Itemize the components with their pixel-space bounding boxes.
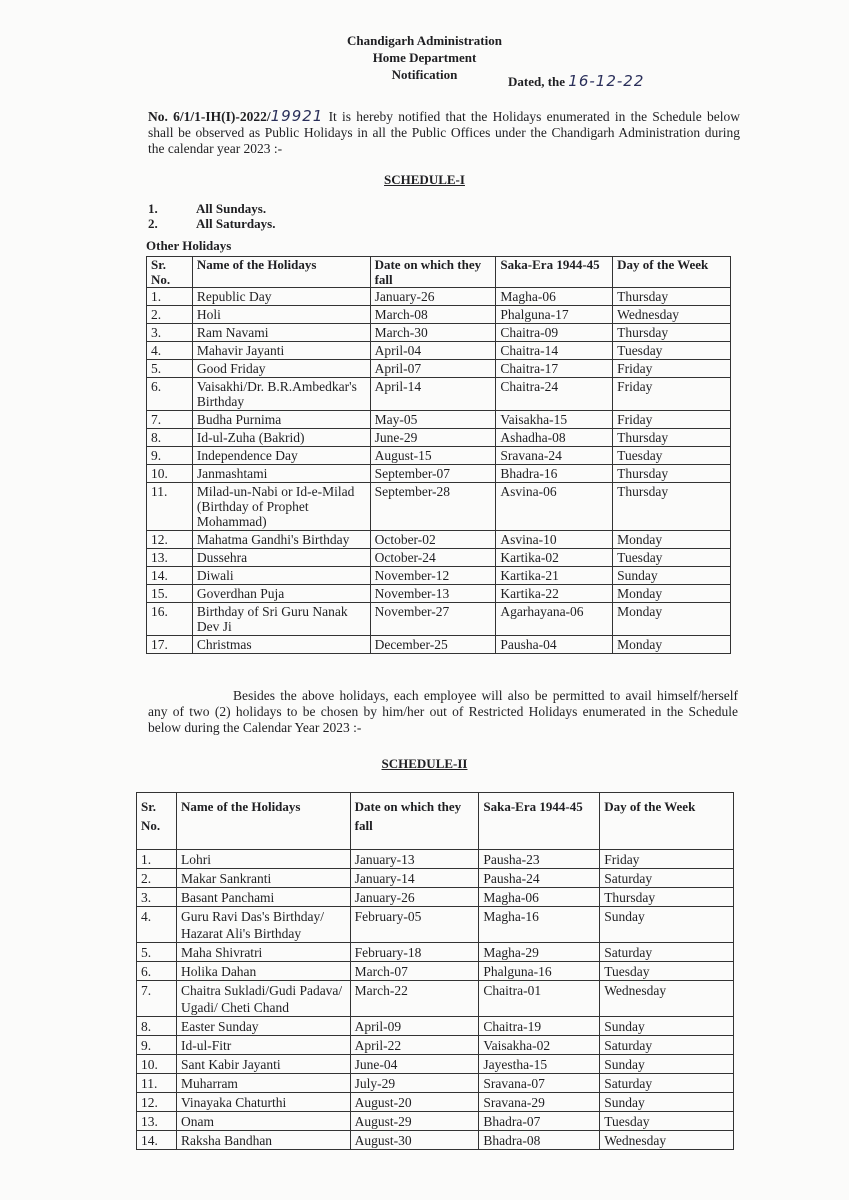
table-cell: March-22 xyxy=(350,981,479,1017)
table-cell: 1. xyxy=(137,850,177,869)
table-row xyxy=(147,342,731,360)
table-row xyxy=(147,483,731,531)
table-cell: Chaitra Sukladi/Gudi Padava/ Ugadi/ Cheti Chand xyxy=(176,981,350,1017)
table-row xyxy=(137,888,734,907)
table-cell: 9. xyxy=(137,1036,177,1055)
table-cell: 17. xyxy=(147,636,193,654)
table-cell: Maha Shivratri xyxy=(176,943,350,962)
table-cell: 12. xyxy=(147,531,193,549)
table-cell: Thursday xyxy=(613,429,731,447)
table-cell: Thursday xyxy=(613,288,731,306)
table-cell: Onam xyxy=(176,1112,350,1131)
table-cell: Vaisakha-02 xyxy=(479,1036,600,1055)
table-cell: Chaitra-14 xyxy=(496,342,613,360)
table-cell: Milad-un-Nabi or Id-e-Milad (Birthday of Prophet Mohammad) xyxy=(192,483,370,531)
table-cell: Bhadra-07 xyxy=(479,1112,600,1131)
table-cell: 10. xyxy=(147,465,193,483)
table-row xyxy=(137,1074,734,1093)
table-header-row xyxy=(147,257,731,288)
table-cell: Kartika-22 xyxy=(496,585,613,603)
table-cell: Monday xyxy=(613,636,731,654)
notification-number: No. 6/1/1-IH(I)-2022/ xyxy=(148,109,271,124)
table-cell: August-20 xyxy=(350,1093,479,1112)
table-cell: Kartika-21 xyxy=(496,567,613,585)
table-cell: Asvina-10 xyxy=(496,531,613,549)
table-cell: Ashadha-08 xyxy=(496,429,613,447)
intro-paragraph xyxy=(148,108,740,157)
table-row xyxy=(147,306,731,324)
table-cell: Sravana-24 xyxy=(496,447,613,465)
table-cell: October-02 xyxy=(370,531,496,549)
table-header-cell: Sr. No. xyxy=(147,257,193,288)
table-cell: May-05 xyxy=(370,411,496,429)
table-cell: Thursday xyxy=(613,483,731,531)
table-cell: Id-ul-Zuha (Bakrid) xyxy=(192,429,370,447)
table-cell: Friday xyxy=(613,360,731,378)
table-header-cell: Sr. No. xyxy=(137,793,177,850)
table-row xyxy=(147,603,731,636)
list-item-text: All Sundays. xyxy=(196,201,267,216)
table-cell: October-24 xyxy=(370,549,496,567)
table-cell: Chaitra-24 xyxy=(496,378,613,411)
table-cell: Pausha-24 xyxy=(479,869,600,888)
table-row xyxy=(137,1131,734,1150)
table-cell: Chaitra-01 xyxy=(479,981,600,1017)
table-cell: Tuesday xyxy=(600,1112,734,1131)
table-cell: Vinayaka Chaturthi xyxy=(176,1093,350,1112)
table-row xyxy=(137,943,734,962)
table-cell: Easter Sunday xyxy=(176,1017,350,1036)
table-row xyxy=(147,360,731,378)
table-cell: April-09 xyxy=(350,1017,479,1036)
table-cell: January-26 xyxy=(370,288,496,306)
table-row xyxy=(147,636,731,654)
table-cell: 9. xyxy=(147,447,193,465)
table-cell: Wednesday xyxy=(600,1131,734,1150)
table-cell: 3. xyxy=(137,888,177,907)
table-cell: September-07 xyxy=(370,465,496,483)
table-cell: Ram Navami xyxy=(192,324,370,342)
dated-value: 16-12-22 xyxy=(568,72,645,90)
table-cell: Sunday xyxy=(600,1055,734,1074)
table-cell: December-25 xyxy=(370,636,496,654)
table-cell: 5. xyxy=(137,943,177,962)
table-cell: Friday xyxy=(613,411,731,429)
header-line-department: Home Department xyxy=(372,50,477,65)
table-header-cell: Saka-Era 1944-45 xyxy=(496,257,613,288)
table-cell: Tuesday xyxy=(600,962,734,981)
table-row xyxy=(147,531,731,549)
table-cell: Kartika-02 xyxy=(496,549,613,567)
table-cell: 15. xyxy=(147,585,193,603)
table-cell: 6. xyxy=(137,962,177,981)
table-cell: Wednesday xyxy=(613,306,731,324)
dated-line xyxy=(508,72,644,90)
table-cell: November-13 xyxy=(370,585,496,603)
table-cell: 16. xyxy=(147,603,193,636)
intro-text: It is hereby notified that the Holidays enumerated in the Schedule below shall be observed as Public Holidays in all the Public Offices under the Chandigarh Administration during the calendar year 2023 :- xyxy=(148,109,741,156)
table-cell: Monday xyxy=(613,531,731,549)
table-cell: 11. xyxy=(147,483,193,531)
table-cell: Phalguna-17 xyxy=(496,306,613,324)
table-cell: Chaitra-09 xyxy=(496,324,613,342)
table-cell: Thursday xyxy=(613,465,731,483)
other-holidays-label: Other Holidays xyxy=(146,238,232,253)
table-cell: June-29 xyxy=(370,429,496,447)
table-cell: Sravana-29 xyxy=(479,1093,600,1112)
table-cell: Independence Day xyxy=(192,447,370,465)
table-cell: Phalguna-16 xyxy=(479,962,600,981)
table-cell: Christmas xyxy=(192,636,370,654)
table-cell: Budha Purnima xyxy=(192,411,370,429)
table-cell: 4. xyxy=(147,342,193,360)
table-cell: Mahavir Jayanti xyxy=(192,342,370,360)
table-cell: April-14 xyxy=(370,378,496,411)
table-cell: 8. xyxy=(147,429,193,447)
list-item-number: 2. xyxy=(148,216,158,231)
table-cell: Tuesday xyxy=(613,342,731,360)
table-row xyxy=(147,567,731,585)
schedule-1-table xyxy=(146,256,731,654)
table-cell: Lohri xyxy=(176,850,350,869)
table-cell: Id-ul-Fitr xyxy=(176,1036,350,1055)
list-item xyxy=(148,201,266,216)
table-cell: Agarhayana-06 xyxy=(496,603,613,636)
table-row xyxy=(137,1112,734,1131)
table-cell: Thursday xyxy=(613,324,731,342)
table-cell: November-12 xyxy=(370,567,496,585)
table-cell: 8. xyxy=(137,1017,177,1036)
table-cell: Friday xyxy=(600,850,734,869)
table-cell: Magha-06 xyxy=(479,888,600,907)
table-cell: Birthday of Sri Guru Nanak Dev Ji xyxy=(192,603,370,636)
table-cell: Wednesday xyxy=(600,981,734,1017)
table-cell: Sravana-07 xyxy=(479,1074,600,1093)
table-header-cell: Day of the Week xyxy=(600,793,734,850)
table-cell: 1. xyxy=(147,288,193,306)
table-cell: Diwali xyxy=(192,567,370,585)
schedule-2-title: SCHEDULE-II xyxy=(381,756,468,771)
handwritten-number: 19921 xyxy=(270,107,324,125)
table-row xyxy=(137,907,734,943)
table-cell: Saturday xyxy=(600,869,734,888)
table-cell: Chaitra-19 xyxy=(479,1017,600,1036)
table-cell: Saturday xyxy=(600,1036,734,1055)
table-cell: 10. xyxy=(137,1055,177,1074)
table-row xyxy=(147,447,731,465)
table-cell: 13. xyxy=(147,549,193,567)
table-cell: Sunday xyxy=(613,567,731,585)
table-row xyxy=(147,288,731,306)
table-cell: Monday xyxy=(613,603,731,636)
table-cell: March-07 xyxy=(350,962,479,981)
table-header-cell: Saka-Era 1944-45 xyxy=(479,793,600,850)
table-cell: Friday xyxy=(613,378,731,411)
schedule-1-title: SCHEDULE-I xyxy=(384,172,465,187)
table-header-row xyxy=(137,793,734,850)
table-cell: Pausha-04 xyxy=(496,636,613,654)
table-cell: Saturday xyxy=(600,1074,734,1093)
table-row xyxy=(147,324,731,342)
table-row xyxy=(147,465,731,483)
table-cell: Bhadra-08 xyxy=(479,1131,600,1150)
table-cell: September-28 xyxy=(370,483,496,531)
table-cell: Sunday xyxy=(600,907,734,943)
table-row xyxy=(137,1093,734,1112)
table-cell: 14. xyxy=(147,567,193,585)
table-row xyxy=(137,962,734,981)
list-item xyxy=(148,216,275,231)
table-cell: November-27 xyxy=(370,603,496,636)
table-cell: April-22 xyxy=(350,1036,479,1055)
table-cell: Asvina-06 xyxy=(496,483,613,531)
table-cell: 13. xyxy=(137,1112,177,1131)
table-cell: Basant Panchami xyxy=(176,888,350,907)
table-cell: Chaitra-17 xyxy=(496,360,613,378)
table-header-cell: Day of the Week xyxy=(613,257,731,288)
table-cell: April-07 xyxy=(370,360,496,378)
besides-paragraph: Besides the above holidays, each employee will also be permitted to avail himself/herself any of two (2) holidays to be chosen by him/her out of Restricted Holidays enumerated in the Schedule below during the Calendar Year 2023 :- xyxy=(148,688,738,735)
table-cell: Sant Kabir Jayanti xyxy=(176,1055,350,1074)
table-cell: 11. xyxy=(137,1074,177,1093)
table-cell: Magha-06 xyxy=(496,288,613,306)
table-row xyxy=(147,378,731,411)
table-cell: Republic Day xyxy=(192,288,370,306)
table-cell: Makar Sankranti xyxy=(176,869,350,888)
table-cell: August-30 xyxy=(350,1131,479,1150)
header-line-administration: Chandigarh Administration xyxy=(347,33,502,48)
table-cell: August-15 xyxy=(370,447,496,465)
table-cell: Vaisakha-15 xyxy=(496,411,613,429)
table-cell: February-05 xyxy=(350,907,479,943)
table-row xyxy=(137,1036,734,1055)
list-item-text: All Saturdays. xyxy=(196,216,276,231)
table-cell: March-08 xyxy=(370,306,496,324)
table-cell: Monday xyxy=(613,585,731,603)
table-row xyxy=(137,850,734,869)
table-cell: August-29 xyxy=(350,1112,479,1131)
table-cell: March-30 xyxy=(370,324,496,342)
table-cell: 7. xyxy=(147,411,193,429)
table-cell: 14. xyxy=(137,1131,177,1150)
table-header-cell: Name of the Holidays xyxy=(176,793,350,850)
table-cell: Goverdhan Puja xyxy=(192,585,370,603)
table-cell: 5. xyxy=(147,360,193,378)
table-cell: 7. xyxy=(137,981,177,1017)
table-header-cell: Name of the Holidays xyxy=(192,257,370,288)
table-cell: January-14 xyxy=(350,869,479,888)
table-cell: Good Friday xyxy=(192,360,370,378)
table-cell: Guru Ravi Das's Birthday/ Hazarat Ali's Birthday xyxy=(176,907,350,943)
dated-label: Dated, the xyxy=(508,74,566,89)
header-line-notification: Notification xyxy=(391,67,458,82)
table-cell: Magha-16 xyxy=(479,907,600,943)
table-cell: Jayestha-15 xyxy=(479,1055,600,1074)
table-cell: Tuesday xyxy=(613,549,731,567)
table-cell: June-04 xyxy=(350,1055,479,1074)
table-cell: 3. xyxy=(147,324,193,342)
table-cell: Muharram xyxy=(176,1074,350,1093)
table-row xyxy=(147,585,731,603)
table-cell: Magha-29 xyxy=(479,943,600,962)
table-cell: Sunday xyxy=(600,1017,734,1036)
table-cell: Pausha-23 xyxy=(479,850,600,869)
table-cell: Mahatma Gandhi's Birthday xyxy=(192,531,370,549)
table-cell: 2. xyxy=(137,869,177,888)
table-cell: Tuesday xyxy=(613,447,731,465)
table-cell: February-18 xyxy=(350,943,479,962)
table-row xyxy=(147,549,731,567)
table-cell: 12. xyxy=(137,1093,177,1112)
table-header-cell: Date on which they fall xyxy=(370,257,496,288)
table-cell: Holika Dahan xyxy=(176,962,350,981)
list-item-number: 1. xyxy=(148,201,158,216)
table-cell: 2. xyxy=(147,306,193,324)
table-cell: 6. xyxy=(147,378,193,411)
table-cell: 4. xyxy=(137,907,177,943)
table-cell: Vaisakhi/Dr. B.R.Ambedkar's Birthday xyxy=(192,378,370,411)
table-cell: Raksha Bandhan xyxy=(176,1131,350,1150)
table-row xyxy=(137,1055,734,1074)
table-cell: January-26 xyxy=(350,888,479,907)
table-row xyxy=(147,429,731,447)
table-row xyxy=(137,869,734,888)
table-row xyxy=(137,981,734,1017)
table-cell: Dussehra xyxy=(192,549,370,567)
table-header-cell: Date on which they fall xyxy=(350,793,479,850)
table-cell: Bhadra-16 xyxy=(496,465,613,483)
table-cell: Thursday xyxy=(600,888,734,907)
table-row xyxy=(137,1017,734,1036)
table-cell: Saturday xyxy=(600,943,734,962)
table-cell: April-04 xyxy=(370,342,496,360)
table-cell: January-13 xyxy=(350,850,479,869)
table-cell: Janmashtami xyxy=(192,465,370,483)
table-row xyxy=(147,411,731,429)
schedule-2-table xyxy=(136,792,734,1150)
table-cell: July-29 xyxy=(350,1074,479,1093)
table-cell: Holi xyxy=(192,306,370,324)
table-cell: Sunday xyxy=(600,1093,734,1112)
